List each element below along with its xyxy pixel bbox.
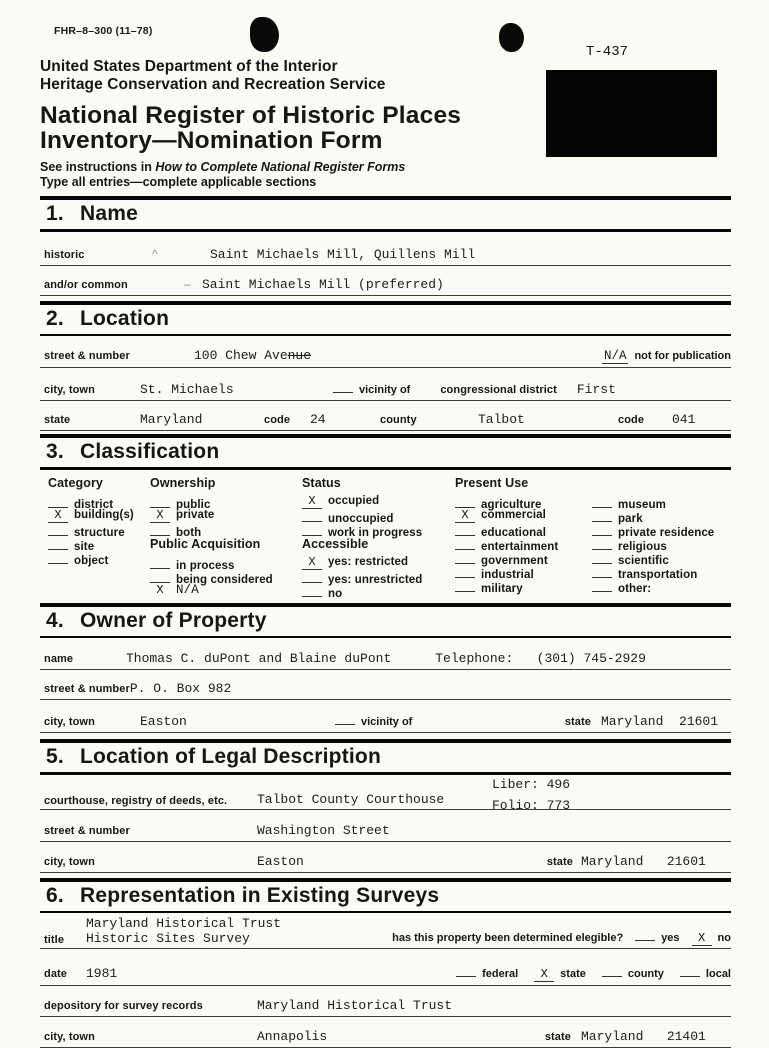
option-private-residence: private residence	[592, 522, 731, 536]
level-county-option: county	[602, 963, 664, 980]
option-entertainment: entertainment	[455, 536, 592, 550]
present-use-header: Present Use	[455, 475, 529, 490]
option-object: object	[48, 550, 150, 564]
owner-telephone-value: Telephone: (301) 745-2929	[435, 651, 646, 666]
survey-title-line-1: Maryland Historical Trust	[86, 916, 282, 931]
checkbox-blank	[455, 578, 475, 592]
document-title-line-1: National Register of Historic Places	[40, 102, 462, 129]
struck-text: nue	[287, 348, 312, 363]
checkbox-x: X	[150, 509, 170, 523]
option-yes-restricted: X yes: restricted	[302, 555, 455, 569]
status-column	[302, 475, 455, 600]
eligible-no-option: X no	[692, 932, 731, 946]
survey-title-value	[86, 916, 281, 946]
survey-title-row	[40, 916, 731, 949]
eligible-question-group	[392, 927, 731, 946]
option-being-considered: being considered	[150, 569, 302, 583]
state-code-label: code	[264, 414, 291, 426]
checkbox-blank	[592, 536, 612, 550]
not-for-publication-value: N/A	[603, 349, 627, 363]
checkbox-blank	[592, 508, 612, 522]
option-occupied: X occupied	[302, 494, 455, 508]
checkbox-blank	[680, 963, 700, 977]
survey-title-line-2: Historic Sites Survey	[86, 931, 250, 946]
survey-city-label: city, town	[44, 1031, 95, 1043]
courthouse-row	[40, 776, 731, 813]
owner-name-value: Thomas C. duPont and Blaine duPont	[126, 651, 392, 666]
legal-state-label: state	[546, 855, 573, 868]
spacer	[592, 475, 731, 491]
option-private: X private	[150, 508, 302, 522]
legal-city-value: Easton	[257, 853, 304, 869]
option-park: park	[592, 508, 731, 522]
depository-row	[40, 998, 731, 1017]
option-military: military	[455, 578, 592, 592]
checkbox-blank	[592, 522, 612, 536]
option-site: site	[48, 536, 150, 550]
owner-name-label: name	[44, 653, 74, 665]
checkbox-blank	[302, 569, 322, 583]
option-scientific: scientific	[592, 550, 731, 564]
checkbox-blank	[455, 536, 475, 550]
checkbox-blank	[150, 555, 170, 569]
agency-line-2: Heritage Conservation and Recreation Service	[40, 76, 386, 93]
section-5-header	[40, 739, 731, 775]
survey-date-value: 1981	[86, 966, 118, 981]
owner-vicinity-option	[335, 711, 412, 728]
option-educational: educational	[455, 522, 592, 536]
checkbox-blank	[592, 494, 612, 508]
vicinity-checkbox-blank	[333, 379, 353, 393]
section-rule	[40, 467, 731, 470]
present-use-column	[455, 475, 592, 597]
congressional-district-label: congressional district	[440, 384, 557, 396]
checkbox-x: X	[48, 509, 68, 523]
ownership-header: Ownership	[150, 475, 216, 490]
checkbox-blank	[456, 963, 476, 977]
agency-line-1: United States Department of the Interior	[40, 58, 338, 75]
liber-folio-block	[492, 776, 571, 813]
section-6-header	[40, 878, 731, 914]
option-transportation: transportation	[592, 564, 731, 578]
checkbox-blank	[150, 522, 170, 536]
level-local-option: local	[680, 963, 731, 980]
historic-name-row	[40, 247, 731, 266]
checkbox-blank	[455, 522, 475, 536]
instructions-line-2: Type all entries—complete applicable sections	[40, 175, 317, 189]
liber-value: Liber: 496	[492, 776, 571, 792]
section-rule	[40, 636, 731, 639]
option-in-process: in process	[150, 555, 302, 569]
checkbox-blank	[302, 583, 322, 597]
vicinity-label: vicinity of	[359, 384, 411, 396]
section-rule	[40, 772, 731, 775]
owner-city-value: Easton	[140, 714, 187, 729]
checkbox-blank	[150, 494, 170, 508]
county-value: Talbot	[478, 412, 525, 427]
survey-date-row	[40, 963, 731, 986]
document-title-line-2: Inventory—Nomination Form	[40, 127, 383, 154]
classification-grid	[40, 475, 731, 600]
checkbox-x: X	[302, 556, 322, 570]
checkbox-blank	[592, 578, 612, 592]
checkbox-blank	[48, 494, 68, 508]
option-other: other:	[592, 578, 731, 592]
category-column	[48, 475, 150, 597]
section-6-title: 6. Representation in Existing Surveys	[46, 883, 440, 907]
common-name-row	[40, 277, 731, 296]
checkbox-x: X	[156, 582, 164, 597]
status-header: Status	[302, 475, 341, 490]
section-4-header	[40, 603, 731, 639]
common-name-label: and/or common	[44, 278, 128, 291]
legal-city-label: city, town	[44, 855, 95, 868]
checkbox-blank	[455, 550, 475, 564]
section-1-header	[40, 196, 731, 232]
checkbox-blank	[635, 927, 655, 941]
city-town-row	[40, 379, 731, 401]
checkbox-x: X	[534, 968, 554, 982]
city-town-value: St. Michaels	[140, 382, 234, 397]
option-district: district	[48, 494, 150, 508]
section-2-title: 2. Location	[46, 306, 170, 330]
checkbox-x: X	[302, 495, 322, 509]
vicinity-option	[333, 379, 410, 396]
checkbox-blank	[602, 963, 622, 977]
accessible-header: Accessible	[302, 536, 369, 551]
owner-street-row	[40, 681, 731, 700]
level-federal-option: federal	[456, 963, 518, 980]
option-unoccupied: unoccupied	[302, 508, 455, 522]
historic-name-value: Saint Michaels Mill, Quillens Mill	[210, 246, 476, 262]
section-4-title: 4. Owner of Property	[46, 608, 267, 632]
pencil-caret-mark: ^	[152, 246, 158, 261]
category-header: Category	[48, 475, 103, 490]
checkbox-blank	[150, 569, 170, 583]
checkbox-blank	[592, 550, 612, 564]
checkbox-blank	[302, 522, 322, 536]
street-number-row	[40, 348, 731, 368]
checkbox-x: X	[692, 932, 712, 946]
section-1-title: 1. Name	[46, 202, 138, 225]
state-label: state	[44, 414, 71, 426]
survey-date-label: date	[44, 968, 68, 980]
survey-city-value: Annapolis	[257, 1029, 328, 1044]
option-religious: religious	[592, 536, 731, 550]
folio-value: Folio: 773	[492, 797, 571, 813]
instructions	[40, 160, 731, 190]
instructions-manual-title: How to Complete National Register Forms	[155, 160, 406, 174]
option-na: X N/A	[150, 583, 302, 597]
option-work-in-progress: work in progress	[302, 522, 455, 536]
section-3-header	[40, 434, 731, 470]
courthouse-label: courthouse, registry of deeds, etc.	[44, 794, 228, 807]
survey-state-value: Maryland 21401	[581, 1029, 706, 1044]
owner-vicinity-label: vicinity of	[361, 716, 413, 728]
county-label: county	[380, 414, 417, 426]
not-for-publication-label: not for publication	[634, 350, 731, 362]
survey-level-group	[456, 963, 731, 982]
option-no: no	[302, 583, 455, 597]
checkbox-blank	[455, 564, 475, 578]
option-commercial: X commercial	[455, 508, 592, 522]
vicinity-checkbox-blank	[335, 711, 355, 725]
section-rule	[40, 229, 731, 232]
option-structure: structure	[48, 522, 150, 536]
city-town-label: city, town	[44, 384, 95, 396]
owner-city-label: city, town	[44, 716, 95, 728]
survey-state-label: state	[544, 1031, 571, 1043]
checkbox-x: X	[455, 509, 475, 523]
legal-state-value: Maryland 21601	[581, 853, 706, 869]
not-for-publication-group	[602, 349, 731, 364]
owner-state-label: state	[564, 716, 591, 728]
checkbox-blank	[455, 494, 475, 508]
option-buildings: X building(s)	[48, 508, 150, 522]
section-3-title: 3. Classification	[46, 440, 220, 463]
checkbox-blank	[48, 522, 68, 536]
option-both: both	[150, 522, 302, 536]
section-2-header	[40, 301, 731, 337]
state-value: Maryland	[140, 412, 203, 427]
owner-state-value: Maryland 21601	[601, 714, 719, 729]
eligible-yes-option: yes	[635, 927, 679, 944]
survey-city-row	[40, 1029, 731, 1048]
county-code-label: code	[618, 414, 645, 426]
option-museum: museum	[592, 494, 731, 508]
owner-city-row	[40, 711, 731, 733]
legal-city-row	[40, 854, 731, 873]
county-code-value: 041	[672, 412, 696, 427]
option-public: public	[150, 494, 302, 508]
checkbox-blank	[48, 550, 68, 564]
instructions-line-1: See instructions in How to Complete National Register Forms	[40, 160, 406, 174]
checkbox-blank	[48, 536, 68, 550]
survey-title-label: title	[44, 934, 65, 946]
owner-street-label: street & number	[44, 683, 130, 695]
form-number: FHR–8–300 (11–78)	[54, 25, 153, 37]
option-agriculture: agriculture	[455, 494, 592, 508]
section-5-title: 5. Location of Legal Description	[46, 745, 381, 768]
level-state-option: X state	[534, 968, 586, 982]
street-number-value: 100 Chew Avenue	[194, 348, 312, 363]
courthouse-value: Talbot County Courthouse	[257, 791, 445, 807]
checkbox-blank	[592, 564, 612, 578]
present-use-column-2	[592, 475, 731, 597]
survey-control-number: T-437	[586, 44, 629, 60]
section-rule	[40, 911, 731, 914]
legal-street-label: street & number	[44, 824, 130, 837]
historic-label: historic	[44, 248, 85, 261]
legal-street-row	[40, 823, 731, 842]
checkbox-blank	[302, 508, 322, 522]
pencil-dash-mark: –	[184, 276, 191, 291]
state-county-row	[40, 412, 731, 431]
street-number-label: street & number	[44, 350, 130, 362]
state-code-value: 24	[310, 412, 326, 427]
public-acquisition-header: Public Acquisition	[150, 536, 261, 551]
option-industrial: industrial	[455, 564, 592, 578]
eligible-question: has this property been determined elegible?	[392, 932, 624, 944]
ownership-column	[150, 475, 302, 597]
common-name-value: Saint Michaels Mill (preferred)	[202, 276, 444, 292]
agency-name	[40, 58, 731, 94]
legal-street-value: Washington Street	[257, 822, 390, 838]
congressional-district-value: First	[576, 382, 616, 397]
option-yes-unrestricted: yes: unrestricted	[302, 569, 455, 583]
depository-value: Maryland Historical Trust	[257, 998, 453, 1013]
option-government: government	[455, 550, 592, 564]
depository-label: depository for survey records	[44, 1000, 203, 1012]
document-title	[40, 103, 731, 153]
section-rule	[40, 334, 731, 337]
owner-street-value: P. O. Box 982	[129, 681, 232, 696]
owner-name-row	[40, 651, 731, 670]
